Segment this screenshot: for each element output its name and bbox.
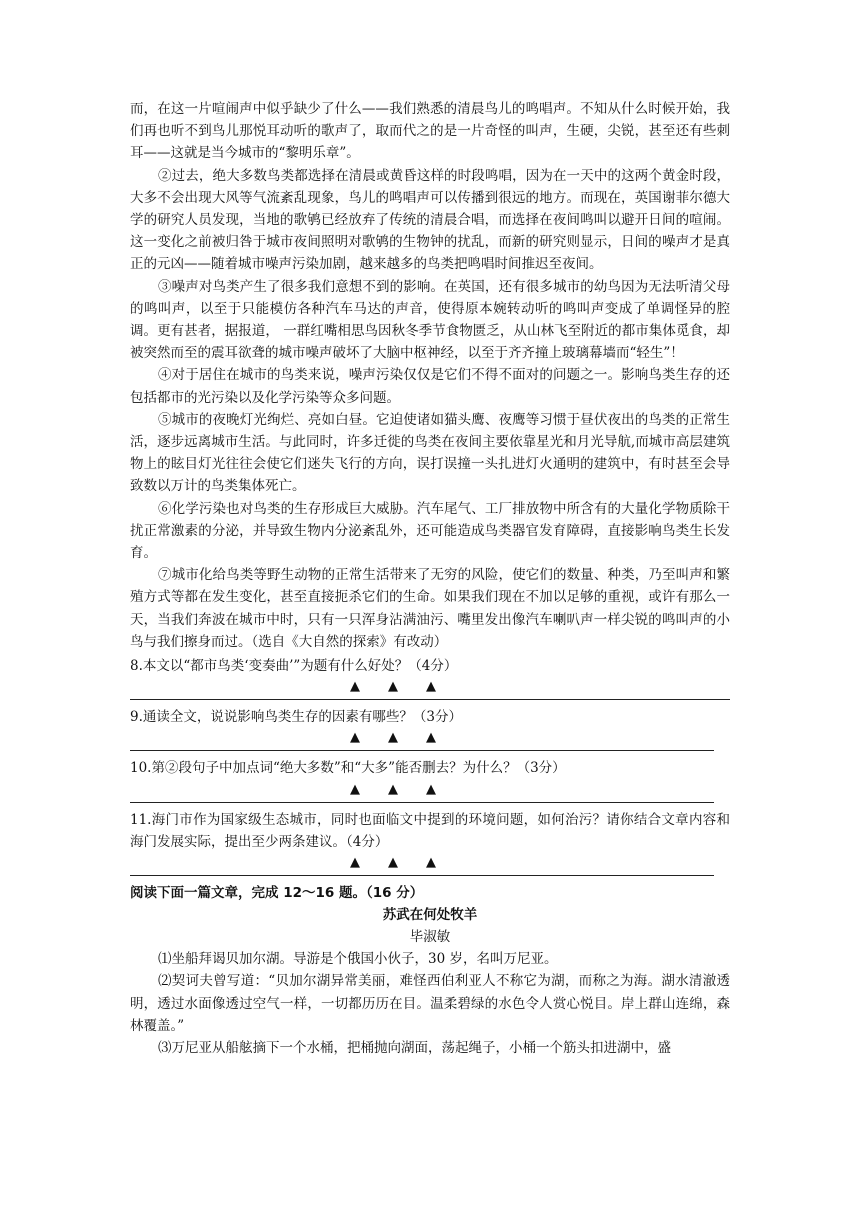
section-instruction: 阅读下面一篇文章，完成 12～16 题。（16 分）	[130, 885, 424, 902]
article-paragraph-1: ⑴坐船拜谒贝加尔湖。导游是个俄国小伙子，30 岁，名叫万尼亚。	[158, 951, 558, 968]
answer-marks: ▲ ▲ ▲	[350, 855, 436, 871]
article-paragraph-2: ⑵契诃夫曾写道：“贝加尔湖异常美丽，难怪西伯利亚人不称它为湖，而称之为海。湖水清澈透明，透过水面像透过空气一样，一切都历历在目。温柔碧绿的水色令人赏心悦目。岸上群山连绵，森林覆盖。”	[130, 973, 730, 1034]
article-paragraph-3: ⑶万尼亚从船舷摘下一个水桶，把桶抛向湖面，荡起绳子，小桶一个筋头扣进湖中，盛	[158, 1039, 671, 1056]
passage-paragraph-6: ⑥化学污染也对鸟类的生存形成巨大威胁。汽车尾气、工厂排放物中所含有的大量化学物质除干扰正常激素的分泌，并导致生物内分泌紊乱外，还可能造成鸟类器官发育障碍，直接影响鸟类生长发育。	[130, 500, 730, 562]
passage-paragraph-7: ⑦城市化给鸟类等野生动物的正常生活带来了无穷的风险，使它们的数量、种类，乃至叫声和繁殖方式等都在发生变化，甚至直接扼杀它们的生命。如果我们现在不加以足够的重视，或许有那么一天，当我们奔波在城市中时，只有一只浑身沾满油污、嘴里发出像汽车喇叭声一样尖锐的鸣叫声的小鸟与我们擦身而过。（选自《大自然的探索》有改动）	[130, 567, 730, 650]
question-10: 10.第②段句子中加点词“绝大多数”和“大多”能否删去？为什么？（3分）	[130, 760, 566, 777]
answer-marks: ▲ ▲ ▲	[350, 679, 436, 695]
passage-paragraph-2: ②过去，绝大多数鸟类都选择在清晨或黄昏这样的时段鸣唱，因为在一天中的这两个黄金时段，大多不会出现大风等气流紊乱现象，鸟儿的鸣唱声可以传播到很远的地方。而现在，英国谢菲尔德大学的研究人员发现，当地的歌鸲已经放弃了传统的清晨合唱，而选择在夜间鸣叫以避开日间的喧闹。这一变化之前被归咎于城市夜间照明对歌鸲的生物钟的扰乱，而新的研究则显示，日间的噪声才是真正的元凶——随着城市噪声污染加剧，越来越多的鸟类把鸣唱时间推迟至夜间。	[130, 167, 730, 273]
article-title: 苏武在何处牧羊	[382, 907, 478, 924]
exam-page	[130, 98, 730, 1059]
passage-paragraph-4: ④对于居住在城市的鸟类来说，噪声污染仅仅是它们不得不面对的问题之一。影响鸟类生存的还包括都市的光污染以及化学污染等众多问题。	[130, 367, 730, 406]
answer-line-8[interactable]	[130, 677, 730, 700]
answer-line-11[interactable]	[130, 853, 714, 876]
passage-paragraph-1: 而，在这一片喧闹声中似乎缺少了什么——我们熟悉的清晨鸟儿的鸣唱声。不知从什么时候开始，我们再也听不到鸟儿那悦耳动听的歌声了，取而代之的是一片奇怪的叫声，生硬，尖锐，甚至还有些刺耳——这就是当今城市的“黎明乐章”。	[130, 101, 730, 162]
question-11: 11.海门市作为国家级生态城市，同时也面临文中提到的环境问题，如何治污？请你结合文章内容和海门发展实际，提出至少两条建议。（4分）	[130, 811, 730, 850]
answer-line-10[interactable]	[130, 780, 714, 803]
answer-marks: ▲ ▲ ▲	[350, 730, 436, 746]
passage-paragraph-5: ⑤城市的夜晚灯光绚烂、亮如白昼。它迫使诸如猫头鹰、夜鹰等习惯于昼伏夜出的鸟类的正常生活，逐步远离城市生活。与此同时，许多迁徙的鸟类在夜间主要依靠星光和月光导航,而城市高层建筑物上的眩目灯光往往会使它们迷失飞行的方向，误打误撞一头扎进灯火通明的建筑中，有时甚至会导致数以万计的鸟类集体死亡。	[130, 411, 730, 495]
question-8: 8.本文以“都市鸟类‘变奏曲’”为题有什么好处？（4分）	[130, 658, 458, 675]
article-author: 毕淑敏	[409, 929, 451, 946]
answer-marks: ▲ ▲ ▲	[350, 781, 436, 797]
question-9: 9.通读全文，说说影响鸟类生存的因素有哪些？（3分）	[130, 709, 462, 726]
answer-line-9[interactable]	[130, 728, 714, 751]
passage-paragraph-3: ③噪声对鸟类产生了很多我们意想不到的影响。在英国，还有很多城市的幼鸟因为无法听清父母的鸣叫声，以至于只能模仿各种汽车马达的声音，使得原本婉转动听的鸣叫声变成了单调怪异的腔调。更有甚者，据报道， 一群红嘴相思鸟因秋冬季节食物匮乏，从山林飞至附近的都市集体觅食，却被突然而至的震耳欲聋的城市噪声破坏了大脑中枢神经，以至于齐齐撞上玻璃幕墙而“轻生”！	[130, 278, 730, 362]
